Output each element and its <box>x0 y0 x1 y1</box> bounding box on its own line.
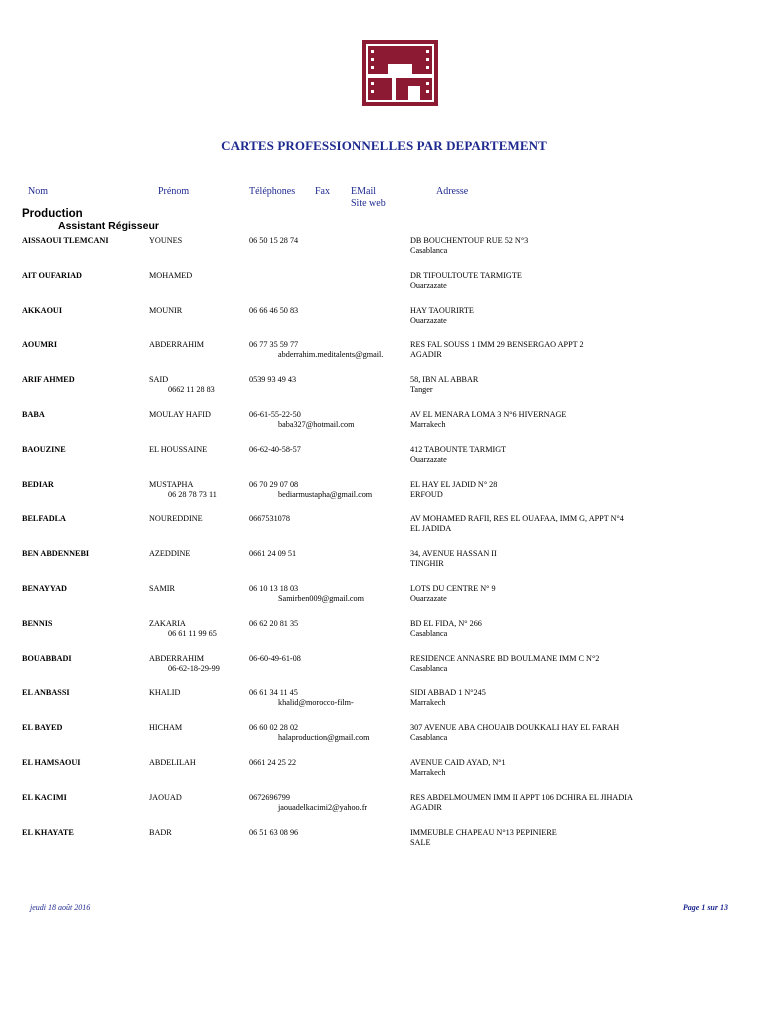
contact-city: Marrakech <box>410 698 446 708</box>
contact-city: AGADIR <box>410 802 442 812</box>
contact-address: 307 AVENUE ABA CHOUAIB DOUKKALI HAY EL FARAH <box>410 723 620 733</box>
contact-name: EL HAMSAOUI <box>22 758 81 767</box>
contact-name: BEN ABDENNEBI <box>22 549 90 559</box>
contact-phone: 06 77 35 59 77 <box>249 340 299 350</box>
contact-name: BAOUZINE <box>22 444 66 454</box>
contact-firstname: ZAKARIA <box>149 618 186 628</box>
contact-phone: 06 62 20 81 35 <box>249 618 299 628</box>
table-row <box>0 375 768 409</box>
table-row <box>0 271 768 305</box>
contact-city: Ouarzazate <box>410 280 447 290</box>
header-email: EMail <box>351 186 376 197</box>
contact-phone: 06-62-40-58-57 <box>249 444 301 454</box>
subdepartment-heading: Assistant Régisseur <box>58 220 159 232</box>
contact-address: RESIDENCE ANNASRE BD BOULMANE IMM C N°2 <box>410 653 600 663</box>
contact-city: Ouarzazate <box>410 594 447 603</box>
contact-phone: 06 50 15 28 74 <box>249 236 299 245</box>
contact-phone: 06 70 29 07 08 <box>249 479 299 489</box>
contact-email: bediarmustapha@gmail.com <box>278 489 373 499</box>
contact-email: abderrahim.meditalents@gmail. <box>278 350 384 360</box>
contact-phone: 06 66 46 50 83 <box>249 305 299 315</box>
contact-address: AV EL MENARA LOMA 3 N°6 HIVERNAGE <box>410 410 567 419</box>
contact-name: BOUABBADI <box>22 653 72 663</box>
contact-city: Casablanca <box>410 628 448 638</box>
contact-city: Ouarzazate <box>410 454 447 464</box>
page-title: CARTES PROFESSIONNELLES PAR DEPARTEMENT <box>221 138 547 153</box>
contact-city: SALE <box>410 837 431 847</box>
contact-city: Casablanca <box>410 246 448 255</box>
contact-address: DR TIFOULTOUTE TARMIGTE <box>410 270 522 280</box>
contact-address: IMMEUBLE CHAPEAU N°13 PEPINIERE <box>410 827 557 837</box>
footer-page-number: Page 1 sur 13 <box>682 903 728 912</box>
table-row <box>0 758 768 792</box>
company-logo <box>362 40 438 106</box>
contact-name: EL BAYED <box>22 723 63 733</box>
contact-firstname: BADR <box>149 827 172 837</box>
contact-phone-secondary: 06-62-18-29-99 <box>168 663 220 673</box>
contact-name: EL KACIMI <box>22 792 67 802</box>
contact-email: halaproduction@gmail.com <box>278 733 370 743</box>
contact-firstname: SAID <box>149 375 169 385</box>
contact-phone: 06 60 02 28 02 <box>249 723 299 733</box>
contact-email: baba327@hotmail.com <box>278 420 355 429</box>
contact-address: BD EL FIDA, N° 266 <box>410 618 482 628</box>
contact-firstname: AZEDDINE <box>149 549 191 559</box>
contact-name: EL ANBASSI <box>22 688 70 698</box>
contact-phone: 06-61-55-22-50 <box>249 410 301 419</box>
table-row <box>0 793 768 827</box>
contact-name: AOUMRI <box>22 340 58 350</box>
contact-name: ARIF AHMED <box>22 375 75 385</box>
contact-address: AV MOHAMED RAFII, RES EL OUAFAA, IMM G, APPT N°4 <box>410 514 624 524</box>
contact-name: AISSAOUI TLEMCANI <box>22 236 109 245</box>
contact-phone: 0667531078 <box>249 514 290 524</box>
header-fax: Fax <box>315 186 330 197</box>
header-nom: Nom <box>28 186 48 197</box>
footer-date: jeudi 18 août 2016 <box>30 903 91 912</box>
contact-phone: 06 51 63 08 96 <box>249 827 299 837</box>
contact-firstname: MOUNIR <box>149 305 183 315</box>
contact-firstname: ABDERRAHIM <box>149 653 205 663</box>
contact-city: Ouarzazate <box>410 315 447 325</box>
contact-city: Tanger <box>410 385 433 395</box>
contact-name: BABA <box>22 410 45 419</box>
contact-phone-secondary: 0662 11 28 83 <box>168 385 215 395</box>
contact-city: EL JADIDA <box>410 524 452 534</box>
contact-address: AVENUE CAID AYAD, N°1 <box>410 758 506 767</box>
table-row <box>0 549 768 583</box>
table-row <box>0 514 768 548</box>
contact-email: khalid@morocco-film- <box>278 698 354 708</box>
contact-firstname: ABDERRAHIM <box>149 340 205 350</box>
contact-firstname: EL HOUSSAINE <box>149 444 208 454</box>
contact-firstname: NOUREDDINE <box>149 514 203 524</box>
header-prenom: Prénom <box>158 186 190 197</box>
table-row <box>0 340 768 374</box>
contact-firstname: MOULAY HAFID <box>149 410 211 419</box>
contact-firstname: HICHAM <box>149 723 183 733</box>
contact-phone: 06 10 13 18 03 <box>249 584 299 593</box>
contact-city: Marrakech <box>410 768 446 777</box>
contact-address: RES FAL SOUSS 1 IMM 29 BENSERGAO APPT 2 <box>410 340 584 350</box>
contact-firstname: ABDELILAH <box>149 758 196 767</box>
contact-city: Casablanca <box>410 663 448 673</box>
contact-firstname: KHALID <box>149 688 181 698</box>
contact-phone: 06 61 34 11 45 <box>249 688 298 698</box>
table-row <box>0 480 768 514</box>
table-row <box>0 828 768 862</box>
contact-name: AIT OUFARIAD <box>22 270 82 280</box>
contact-address: LOTS DU CENTRE N° 9 <box>410 584 496 593</box>
contact-firstname: YOUNES <box>149 236 183 245</box>
contact-phone: 0672696799 <box>249 792 290 802</box>
table-row <box>0 584 768 618</box>
contact-name: BENAYYAD <box>22 584 67 593</box>
contact-name: AKKAOUI <box>22 305 63 315</box>
header-site-web: Site web <box>351 198 386 209</box>
contact-name: BENNIS <box>22 618 53 628</box>
header-telephones: Téléphones <box>249 186 296 197</box>
contact-address: DB BOUCHENTOUF RUE 52 N°3 <box>410 236 529 245</box>
contact-name: BELFADLA <box>22 514 66 524</box>
department-heading: Production <box>22 208 83 220</box>
contact-city: Marrakech <box>410 420 446 429</box>
contact-phone-secondary: 06 28 78 73 11 <box>168 489 217 499</box>
contact-city: TINGHIR <box>410 559 444 569</box>
contact-address: SIDI ABBAD 1 N°245 <box>410 688 486 698</box>
contact-address: EL HAY EL JADID N° 28 <box>410 479 498 489</box>
contact-phone: 0661 24 09 51 <box>249 549 297 559</box>
contact-email: jaouadelkacimi2@yahoo.fr <box>278 802 368 812</box>
contact-city: ERFOUD <box>410 489 443 499</box>
contact-address: RES ABDELMOUMEN IMM II APPT 106 DCHIRA EL JIHADIA <box>410 792 633 802</box>
contact-phone-secondary: 06 61 11 99 65 <box>168 628 217 638</box>
contact-city: Casablanca <box>410 733 448 743</box>
contact-phone: 0661 24 25 22 <box>249 758 297 767</box>
table-row <box>0 306 768 340</box>
contact-address: HAY TAOURIRTE <box>410 305 474 315</box>
contact-email: Samirben009@gmail.com <box>278 594 364 603</box>
table-row <box>0 688 768 722</box>
contact-name: BEDIAR <box>22 479 54 489</box>
contact-phone: 0539 93 49 43 <box>249 375 297 385</box>
contact-city: AGADIR <box>410 350 442 360</box>
table-row <box>0 236 768 270</box>
table-row <box>0 410 768 444</box>
contact-address: 58, IBN AL ABBAR <box>410 375 479 385</box>
table-row <box>0 445 768 479</box>
table-row <box>0 723 768 757</box>
contact-firstname: JAOUAD <box>149 792 182 802</box>
table-row <box>0 619 768 653</box>
contact-firstname: MUSTAPHA <box>149 479 194 489</box>
contact-name: EL KHAYATE <box>22 827 74 837</box>
contact-address: 34, AVENUE HASSAN II <box>410 549 497 559</box>
header-adresse: Adresse <box>436 186 469 197</box>
contact-firstname: SAMIR <box>149 584 175 593</box>
contact-address: 412 TABOUNTE TARMIGT <box>410 444 507 454</box>
table-row <box>0 654 768 688</box>
contact-phone: 06-60-49-61-08 <box>249 653 301 663</box>
contact-firstname: MOHAMED <box>149 270 193 280</box>
